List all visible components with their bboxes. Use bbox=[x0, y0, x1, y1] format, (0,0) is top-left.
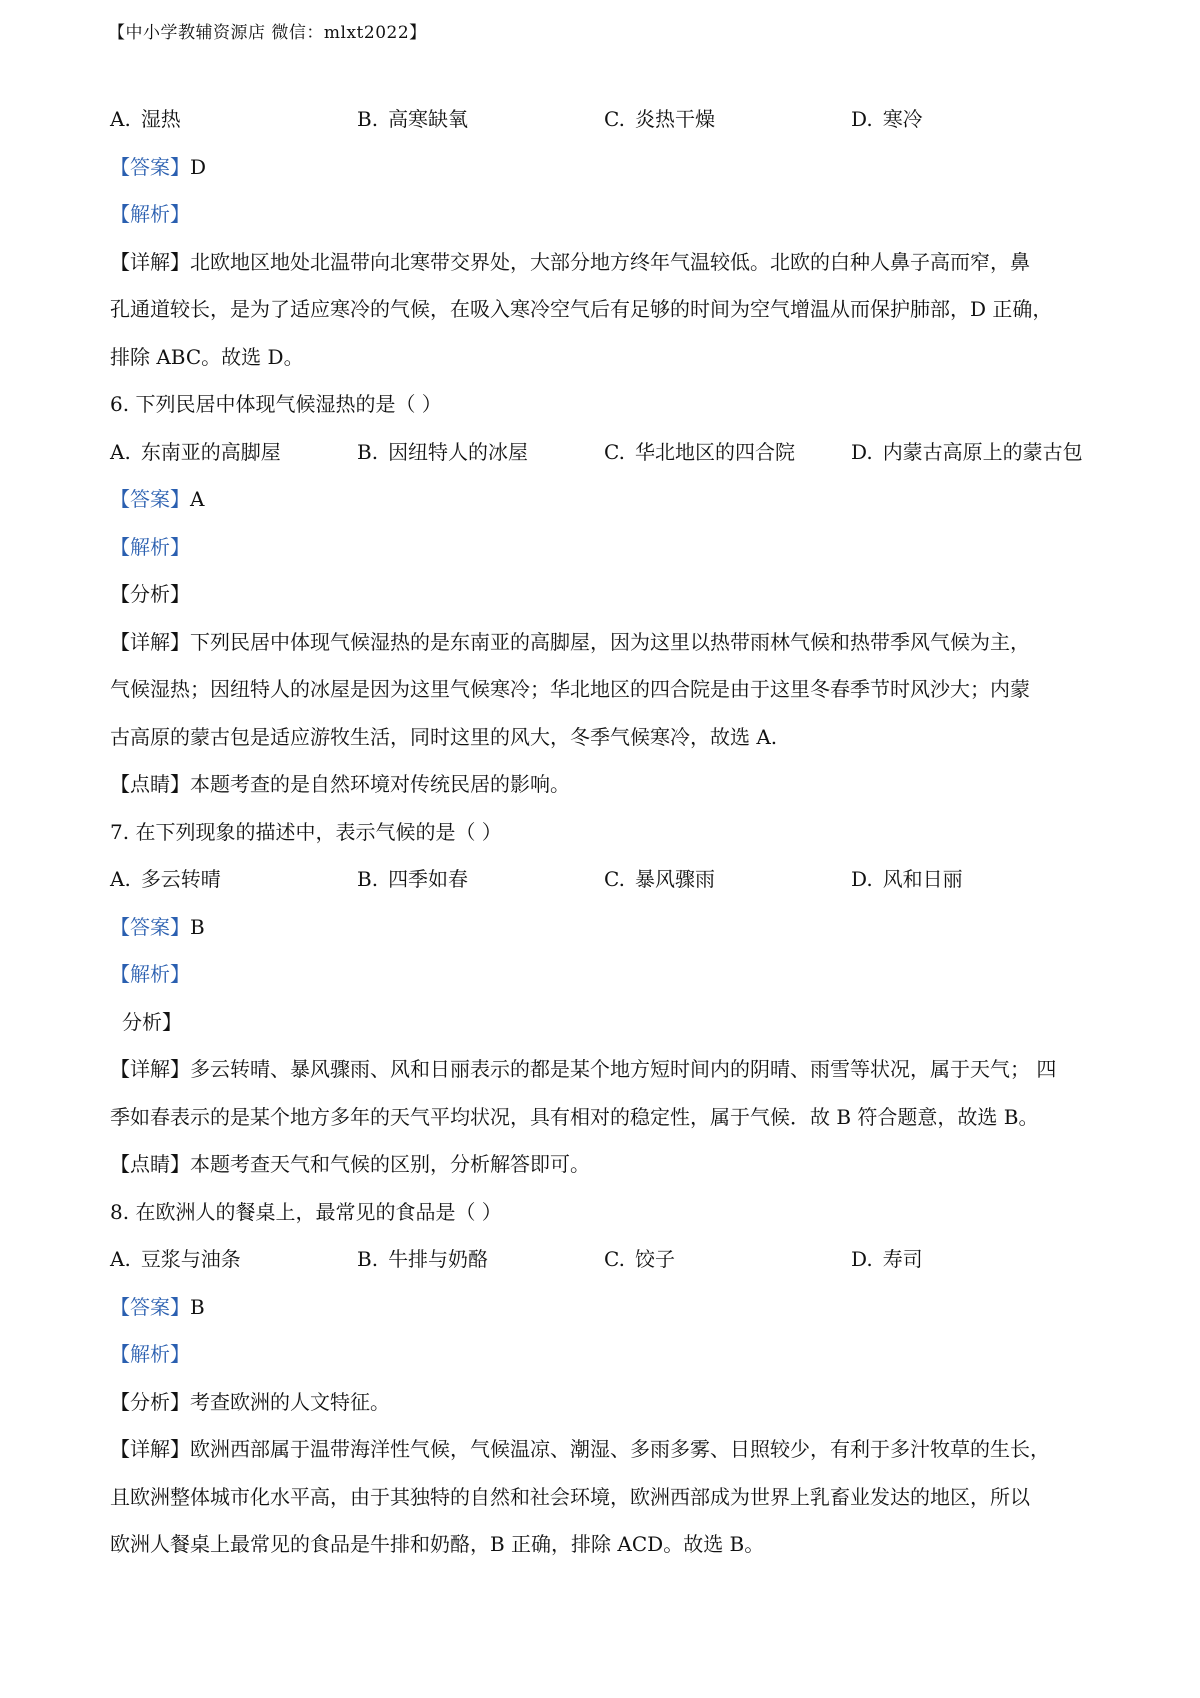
choice-letter: C. bbox=[604, 1247, 625, 1271]
tagged-line bbox=[110, 524, 1100, 572]
choice-text: 湿热 bbox=[140, 107, 181, 131]
tagged-line bbox=[110, 1379, 1100, 1427]
choice-letter: A. bbox=[110, 107, 131, 131]
section-tag: 【分析】 bbox=[110, 582, 190, 606]
line-text: B bbox=[190, 1294, 205, 1319]
choice-row bbox=[110, 429, 1100, 477]
choice-text: 因纽特人的冰屋 bbox=[388, 439, 529, 464]
choice-option bbox=[851, 856, 963, 904]
choice-text: 寿司 bbox=[882, 1247, 923, 1271]
choice-letter: C. bbox=[604, 867, 625, 891]
choice-letter: A. bbox=[110, 439, 131, 464]
section-tag: 【详解】 bbox=[110, 629, 190, 654]
tagged-line bbox=[110, 144, 1100, 192]
choice-text: 风和日丽 bbox=[882, 867, 963, 891]
line-text: 下列民居中体现气候湿热的是东南亚的高脚屋，因为这里以热带雨林气候和热带季风气候为主， bbox=[190, 629, 1030, 654]
choice-text: 豆浆与油条 bbox=[140, 1247, 241, 1271]
line-text: 分析】 bbox=[122, 1009, 182, 1034]
choice-option bbox=[110, 96, 357, 144]
choice-letter: A. bbox=[110, 1247, 131, 1271]
text-line bbox=[110, 714, 1100, 762]
section-tag: 【答案】 bbox=[110, 914, 190, 939]
line-text: 季如春表示的是某个地方多年的天气平均状况，具有相对的稳定性，属于气候．故 B 符合题意，故选 B。 bbox=[110, 1104, 1039, 1129]
text-line bbox=[110, 1094, 1100, 1142]
line-text: D bbox=[190, 154, 207, 179]
choice-option bbox=[357, 856, 604, 904]
choice-text: 多云转晴 bbox=[140, 867, 221, 891]
line-text: 本题考查天气和气候的区别，分析解答即可。 bbox=[190, 1152, 590, 1176]
text-line bbox=[110, 809, 1100, 857]
choice-option bbox=[357, 1236, 604, 1284]
tagged-line bbox=[110, 619, 1100, 667]
indented-line bbox=[110, 999, 1100, 1047]
line-text: 气候湿热；因纽特人的冰屋是因为这里气候寒冷；华北地区的四合院是由于这里冬春季节时风沙大；内蒙 bbox=[110, 677, 1030, 701]
line-text: 北欧地区地处北温带向北寒带交界处，大部分地方终年气温较低。北欧的白种人鼻子高而窄，鼻 bbox=[190, 249, 1030, 274]
line-text: 7. 在下列现象的描述中，表示气候的是（ ） bbox=[110, 819, 502, 844]
line-text: 欧洲西部属于温带海洋性气候，气候温凉、潮湿、多雨多雾、日照较少，有利于多汁牧草的生长， bbox=[190, 1437, 1050, 1461]
choice-option bbox=[110, 856, 357, 904]
text-line bbox=[110, 666, 1100, 714]
tagged-line bbox=[110, 1284, 1100, 1332]
section-tag: 【点睛】 bbox=[110, 772, 190, 796]
choice-text: 炎热干燥 bbox=[634, 107, 715, 131]
choice-text: 四季如春 bbox=[388, 867, 469, 891]
section-tag: 【详解】 bbox=[110, 1437, 190, 1461]
section-tag: 【详解】 bbox=[110, 1057, 190, 1081]
tagged-line bbox=[110, 476, 1100, 524]
section-tag: 【答案】 bbox=[110, 487, 190, 511]
section-tag: 【解析】 bbox=[110, 962, 190, 986]
choice-row bbox=[110, 96, 1100, 144]
text-line bbox=[110, 334, 1100, 382]
tagged-line bbox=[110, 1331, 1100, 1379]
text-line bbox=[110, 1521, 1100, 1569]
section-tag: 【答案】 bbox=[110, 1294, 190, 1319]
choice-row bbox=[110, 1236, 1100, 1284]
tagged-line bbox=[110, 904, 1100, 952]
choice-letter: B. bbox=[357, 1247, 379, 1271]
choice-letter: B. bbox=[357, 107, 379, 131]
choice-text: 寒冷 bbox=[882, 107, 923, 131]
choice-letter: D. bbox=[851, 107, 873, 131]
line-text: A bbox=[190, 487, 205, 511]
section-tag: 【答案】 bbox=[110, 154, 190, 179]
line-text: 本题考查的是自然环境对传统民居的影响。 bbox=[190, 772, 570, 796]
choice-option bbox=[110, 429, 357, 477]
choice-option bbox=[357, 96, 604, 144]
choice-text: 华北地区的四合院 bbox=[634, 439, 795, 464]
section-tag: 【解析】 bbox=[110, 1342, 190, 1366]
choice-letter: C. bbox=[604, 439, 625, 464]
choice-text: 牛排与奶酪 bbox=[388, 1247, 489, 1271]
section-tag: 【详解】 bbox=[110, 249, 190, 274]
choice-letter: B. bbox=[357, 439, 379, 464]
line-text: 且欧洲整体城市化水平高，由于其独特的自然和社会环境，欧洲西部成为世界上乳畜业发达的地区，所以 bbox=[110, 1484, 1030, 1509]
document-content bbox=[110, 96, 1100, 1569]
text-line bbox=[110, 286, 1100, 334]
choice-option bbox=[357, 429, 604, 477]
tagged-line bbox=[110, 761, 1100, 809]
choice-text: 暴风骤雨 bbox=[634, 867, 715, 891]
tagged-line bbox=[110, 1046, 1100, 1094]
choice-text: 东南亚的高脚屋 bbox=[140, 439, 281, 464]
choice-option bbox=[851, 1236, 923, 1284]
page-header: 【中小学教辅资源店 微信：mlxt2022】 bbox=[108, 23, 427, 43]
line-text: 古高原的蒙古包是适应游牧生活，同时这里的风大，冬季气候寒冷，故选 A. bbox=[110, 724, 778, 749]
tagged-line bbox=[110, 951, 1100, 999]
line-text: 欧洲人餐桌上最常见的食品是牛排和奶酪，B 正确，排除 ACD。故选 B。 bbox=[110, 1532, 765, 1556]
line-text: 孔通道较长，是为了适应寒冷的气候，在吸入寒冷空气后有足够的时间为空气增温从而保护肺部，D 正确， bbox=[110, 297, 1053, 321]
line-text: 6. 下列民居中体现气候湿热的是（ ） bbox=[110, 392, 442, 416]
choice-letter: C. bbox=[604, 107, 625, 131]
choice-option bbox=[851, 96, 923, 144]
text-line bbox=[110, 1474, 1100, 1522]
choice-option bbox=[604, 429, 851, 477]
section-tag: 【解析】 bbox=[110, 534, 190, 559]
choice-letter: D. bbox=[851, 867, 873, 891]
choice-text: 饺子 bbox=[634, 1247, 675, 1271]
line-text: B bbox=[190, 914, 205, 939]
choice-row bbox=[110, 856, 1100, 904]
choice-letter: A. bbox=[110, 867, 131, 891]
choice-letter: B. bbox=[357, 867, 379, 891]
tagged-line bbox=[110, 1141, 1100, 1189]
choice-option bbox=[851, 429, 1083, 477]
tagged-line bbox=[110, 1426, 1100, 1474]
choice-option bbox=[604, 856, 851, 904]
tagged-line bbox=[110, 571, 1100, 619]
tagged-line bbox=[110, 239, 1100, 287]
line-text: 排除 ABC。故选 D。 bbox=[110, 344, 304, 369]
choice-letter: D. bbox=[851, 1247, 873, 1271]
line-text: 考查欧洲的人文特征。 bbox=[190, 1389, 390, 1414]
choice-letter: D. bbox=[851, 439, 873, 464]
section-tag: 【分析】 bbox=[110, 1389, 190, 1414]
section-tag: 【点睛】 bbox=[110, 1152, 190, 1176]
text-line bbox=[110, 1189, 1100, 1237]
tagged-line bbox=[110, 191, 1100, 239]
text-line bbox=[110, 381, 1100, 429]
choice-option bbox=[604, 1236, 851, 1284]
line-text: 多云转晴、暴风骤雨、风和日丽表示的都是某个地方短时间内的阴晴、雨雪等状况，属于天气； 四 bbox=[190, 1057, 1057, 1081]
choice-option bbox=[604, 96, 851, 144]
choice-option bbox=[110, 1236, 357, 1284]
section-tag: 【解析】 bbox=[110, 202, 190, 226]
choice-text: 高寒缺氧 bbox=[388, 107, 469, 131]
line-text: 8. 在欧洲人的餐桌上，最常见的食品是（ ） bbox=[110, 1199, 502, 1224]
choice-text: 内蒙古高原上的蒙古包 bbox=[882, 439, 1083, 464]
